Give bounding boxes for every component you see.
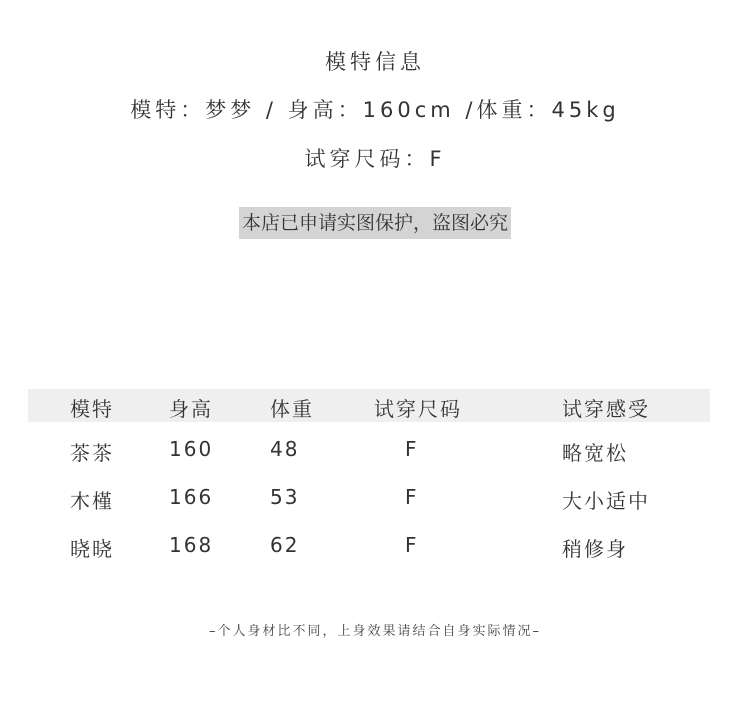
footnote: –个人身材比不同，上身效果请结合自身实际情况– [208,624,541,639]
cell-size: F [405,437,419,461]
header-weight: 体重 [270,397,314,421]
model-info-title: 模特信息 [325,50,425,74]
cell-size: F [405,533,419,557]
cell-size: F [405,485,419,509]
cell-weight: 53 [270,485,300,509]
model-size-line: 试穿尺码：F [304,147,446,171]
header-height: 身高 [169,397,213,421]
cell-height: 160 [169,437,214,461]
cell-model: 茶茶 [70,441,114,465]
cell-height: 166 [169,485,214,509]
cell-model: 晓晓 [70,537,114,561]
header-feel: 试穿感受 [562,397,650,421]
header-model: 模特 [70,397,114,421]
cell-model: 木槿 [70,489,114,513]
model-stats-line: 模特：梦梦 / 身高：160cm /体重：45kg [130,98,620,122]
table-header [28,389,710,422]
notice-container [0,207,750,239]
cell-feel: 大小适中 [562,489,650,513]
copyright-notice: 本店已申请实图保护，盗图必究 [239,207,511,239]
cell-weight: 48 [270,437,300,461]
cell-height: 168 [169,533,214,557]
table-row [28,518,710,566]
fit-table [28,389,710,566]
cell-feel: 稍修身 [562,537,628,561]
cell-feel: 略宽松 [562,441,628,465]
table-row [28,422,710,470]
header-size: 试穿尺码 [374,397,462,421]
table-row [28,470,710,518]
cell-weight: 62 [270,533,300,557]
